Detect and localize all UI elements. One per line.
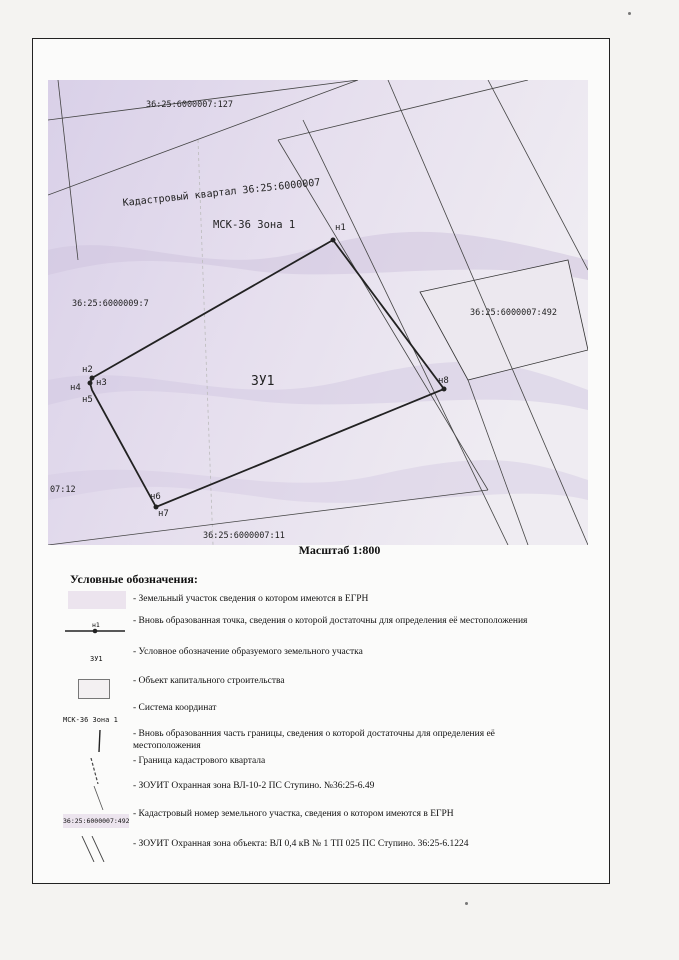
point-label-n3: н3 bbox=[96, 378, 107, 388]
legend-symbol-parcel bbox=[68, 591, 126, 609]
legend-symbol-coord: МСК-36 Зона 1 bbox=[63, 716, 118, 724]
cadastral-map bbox=[48, 80, 588, 545]
legend-symbol-zu1: ЗУ1 bbox=[90, 655, 103, 663]
legend-text-new-boundary: - Вновь образованния часть границы, сведения о которой достаточны для определения её местоположения bbox=[133, 729, 495, 751]
legend-title: Условные обозначения: bbox=[70, 572, 198, 586]
point-label-n7: н7 bbox=[158, 509, 169, 519]
point-n8 bbox=[442, 387, 447, 392]
legend-symbol-building bbox=[78, 679, 110, 699]
point-n3 bbox=[88, 381, 93, 386]
scan-speck bbox=[628, 12, 631, 15]
parcel-label-12: 07:12 bbox=[50, 485, 76, 495]
point-label-n8: н8 bbox=[438, 376, 449, 386]
legend-text-parcel: - Земельный участок сведения о котором имеются в ЕГРН bbox=[133, 594, 369, 604]
legend-symbol-point bbox=[65, 620, 125, 638]
legend-text-zone: - ЗОУИТ Охранная зона ВЛ-10-2 ПС Ступино. №36:25-6.49 bbox=[133, 781, 375, 791]
scan-speck bbox=[465, 902, 468, 905]
legend-text-double-line: - ЗОУИТ Охранная зона объекта: ВЛ 0,4 кВ № 1 ТП 025 ПС Ступино. 36:25-6.1224 bbox=[133, 839, 469, 849]
legend-text-cadnum: - Кадастровый номер земельного участка, сведения о котором имеются в ЕГРН bbox=[133, 809, 454, 819]
legend-symbol-double-line bbox=[80, 836, 110, 862]
zu1-label: ЗУ1 bbox=[251, 374, 275, 389]
point-n1 bbox=[331, 238, 336, 243]
legend-text-zu1: - Условное обозначение образуемого земельного участка bbox=[133, 647, 363, 657]
parcel-label-127: 36:25:6000007:127 bbox=[146, 100, 233, 110]
point-label-n6: н6 bbox=[150, 492, 161, 502]
map-scale: Масштаб 1:800 bbox=[298, 543, 381, 557]
point-label-n1: н1 bbox=[335, 223, 346, 233]
legend-symbol-cadnum: 36:25:6000007:492 bbox=[63, 814, 129, 828]
point-label-n2: н2 bbox=[82, 365, 93, 375]
parcel-label-9-7: 36:25:6000009:7 bbox=[72, 299, 149, 309]
parcel-label-492: 36:25:6000007:492 bbox=[470, 308, 557, 318]
legend-symbol-zone bbox=[92, 786, 106, 810]
legend-text-point: - Вновь образованная точка, сведения о которой достаточны для определения её местоположения bbox=[133, 616, 528, 626]
point-label-n4: н4 bbox=[70, 383, 81, 393]
parcel-label-11: 36:25:6000007:11 bbox=[203, 531, 285, 541]
map-svg bbox=[48, 80, 588, 545]
legend-text-coord: - Система координат bbox=[133, 703, 217, 713]
legend-symbol-new-boundary bbox=[95, 730, 105, 752]
legend-text-quarter: - Граница кадастрового квартала bbox=[133, 756, 266, 766]
legend-point-label: н1 bbox=[92, 621, 100, 629]
point-n2 bbox=[90, 376, 95, 381]
quarter-label: Кадастровый квартал 36:25:6000007 bbox=[122, 177, 321, 209]
coord-system-label: МСК-36 Зона 1 bbox=[213, 219, 296, 231]
legend-text-building: - Объект капитального строительства bbox=[133, 676, 285, 686]
legend-symbol-quarter bbox=[88, 758, 102, 784]
point-label-n5: н5 bbox=[82, 395, 93, 405]
